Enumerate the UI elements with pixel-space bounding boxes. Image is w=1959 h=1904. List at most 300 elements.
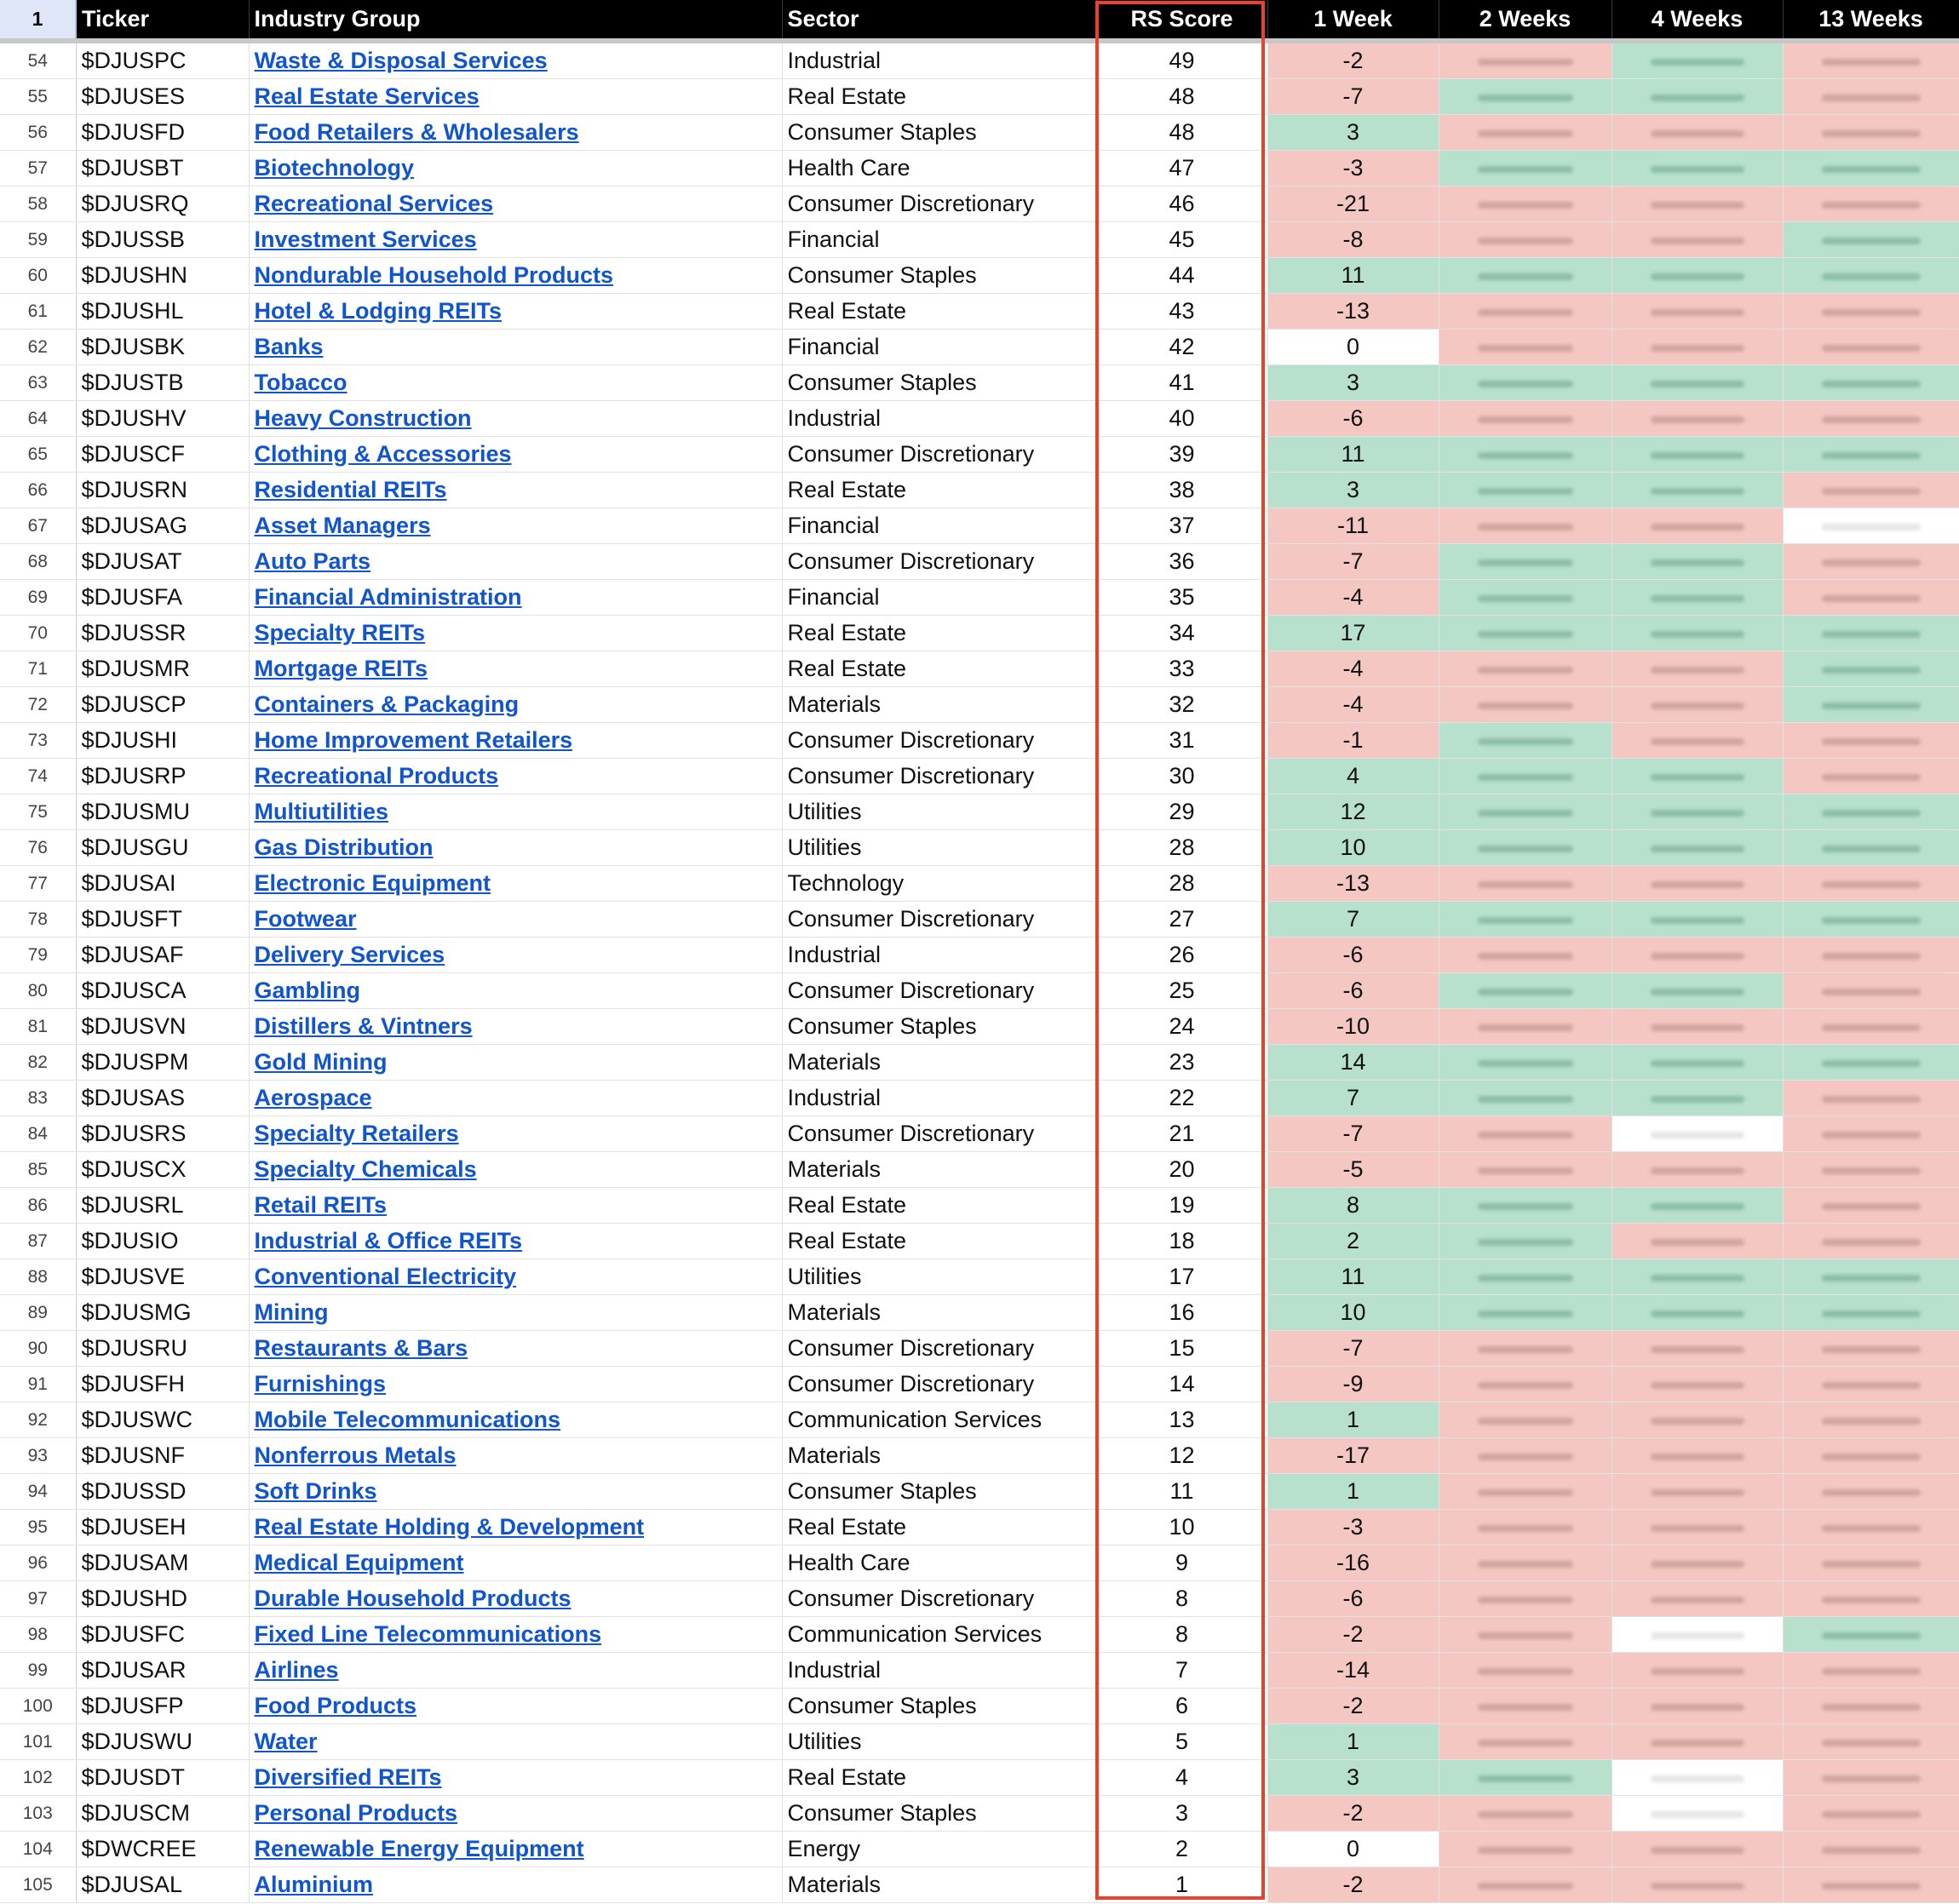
industry-group-cell[interactable] bbox=[249, 186, 782, 222]
13-weeks-change-cell-blurred[interactable] bbox=[1783, 508, 1959, 544]
1-week-change-cell[interactable]: -6 bbox=[1267, 401, 1439, 437]
rs-score-cell[interactable]: 46 bbox=[1096, 186, 1267, 222]
industry-group-cell[interactable] bbox=[249, 723, 782, 759]
1-week-change-cell[interactable]: 10 bbox=[1267, 1295, 1439, 1331]
4-weeks-change-cell-blurred[interactable] bbox=[1611, 1009, 1783, 1045]
industry-group-cell[interactable] bbox=[249, 938, 782, 973]
4-weeks-change-cell-blurred[interactable] bbox=[1611, 794, 1783, 830]
1-week-change-cell[interactable]: 3 bbox=[1267, 473, 1439, 508]
13-weeks-change-cell-blurred[interactable] bbox=[1783, 1009, 1959, 1045]
industry-group-cell[interactable] bbox=[249, 580, 782, 616]
row-number[interactable]: 86 bbox=[0, 1188, 76, 1224]
ticker-cell[interactable]: $DJUSVN bbox=[76, 1009, 249, 1045]
ticker-cell[interactable]: $DJUSGU bbox=[76, 830, 249, 866]
2-weeks-change-cell-blurred[interactable] bbox=[1439, 651, 1611, 687]
rs-score-cell[interactable]: 37 bbox=[1096, 508, 1267, 544]
rs-score-cell[interactable]: 4 bbox=[1096, 1760, 1267, 1796]
13-weeks-change-cell-blurred[interactable] bbox=[1783, 1152, 1959, 1188]
industry-group-cell[interactable] bbox=[249, 1402, 782, 1438]
2-weeks-change-cell-blurred[interactable] bbox=[1439, 1760, 1611, 1796]
row-number[interactable]: 104 bbox=[0, 1832, 76, 1867]
1-week-change-cell[interactable]: 2 bbox=[1267, 1224, 1439, 1259]
13-weeks-change-cell-blurred[interactable] bbox=[1783, 1760, 1959, 1796]
column-header-rs-score[interactable]: RS Score bbox=[1096, 0, 1267, 38]
1-week-change-cell[interactable]: -5 bbox=[1267, 1152, 1439, 1188]
13-weeks-change-cell-blurred[interactable] bbox=[1783, 186, 1959, 222]
4-weeks-change-cell-blurred[interactable] bbox=[1611, 1796, 1783, 1832]
2-weeks-change-cell-blurred[interactable] bbox=[1439, 544, 1611, 580]
4-weeks-change-cell-blurred[interactable] bbox=[1611, 151, 1783, 186]
sector-cell[interactable]: Consumer Staples bbox=[782, 1796, 1096, 1832]
ticker-cell[interactable]: $DJUSFA bbox=[76, 580, 249, 616]
ticker-cell[interactable]: $DJUSDT bbox=[76, 1760, 249, 1796]
2-weeks-change-cell-blurred[interactable] bbox=[1439, 294, 1611, 330]
4-weeks-change-cell-blurred[interactable] bbox=[1611, 1331, 1783, 1367]
industry-group-link[interactable]: Aluminium bbox=[254, 1872, 373, 1897]
industry-group-cell[interactable] bbox=[249, 43, 782, 79]
2-weeks-change-cell-blurred[interactable] bbox=[1439, 1546, 1611, 1581]
4-weeks-change-cell-blurred[interactable] bbox=[1611, 79, 1783, 115]
sector-cell[interactable]: Consumer Discretionary bbox=[782, 1581, 1096, 1617]
industry-group-link[interactable]: Hotel & Lodging REITs bbox=[254, 298, 502, 324]
industry-group-link[interactable]: Recreational Products bbox=[254, 763, 499, 789]
13-weeks-change-cell-blurred[interactable] bbox=[1783, 1796, 1959, 1832]
rs-score-cell[interactable]: 28 bbox=[1096, 866, 1267, 902]
4-weeks-change-cell-blurred[interactable] bbox=[1611, 1152, 1783, 1188]
industry-group-link[interactable]: Soft Drinks bbox=[254, 1478, 377, 1504]
sector-cell[interactable]: Consumer Staples bbox=[782, 1689, 1096, 1724]
2-weeks-change-cell-blurred[interactable] bbox=[1439, 151, 1611, 186]
13-weeks-change-cell-blurred[interactable] bbox=[1783, 1724, 1959, 1760]
rs-score-cell[interactable]: 49 bbox=[1096, 43, 1267, 79]
industry-group-cell[interactable] bbox=[249, 1116, 782, 1152]
4-weeks-change-cell-blurred[interactable] bbox=[1611, 508, 1783, 544]
row-number[interactable]: 96 bbox=[0, 1546, 76, 1581]
rs-score-cell[interactable]: 15 bbox=[1096, 1331, 1267, 1367]
row-number[interactable]: 73 bbox=[0, 723, 76, 759]
rs-score-cell[interactable]: 3 bbox=[1096, 1796, 1267, 1832]
row-number[interactable]: 92 bbox=[0, 1402, 76, 1438]
industry-group-cell[interactable] bbox=[249, 1152, 782, 1188]
column-header-ticker[interactable]: Ticker bbox=[76, 0, 249, 38]
2-weeks-change-cell-blurred[interactable] bbox=[1439, 1724, 1611, 1760]
row-number[interactable]: 74 bbox=[0, 759, 76, 794]
13-weeks-change-cell-blurred[interactable] bbox=[1783, 1510, 1959, 1546]
ticker-cell[interactable]: $DJUSAI bbox=[76, 866, 249, 902]
ticker-cell[interactable]: $DJUSAR bbox=[76, 1653, 249, 1689]
2-weeks-change-cell-blurred[interactable] bbox=[1439, 401, 1611, 437]
ticker-cell[interactable]: $DJUSMU bbox=[76, 794, 249, 830]
ticker-cell[interactable]: $DJUSRU bbox=[76, 1331, 249, 1367]
industry-group-link[interactable]: Water bbox=[254, 1729, 318, 1754]
ticker-cell[interactable]: $DJUSHN bbox=[76, 258, 249, 294]
row-number[interactable]: 78 bbox=[0, 902, 76, 938]
2-weeks-change-cell-blurred[interactable] bbox=[1439, 508, 1611, 544]
rs-score-cell[interactable]: 42 bbox=[1096, 330, 1267, 365]
industry-group-link[interactable]: Gold Mining bbox=[254, 1049, 388, 1075]
ticker-cell[interactable]: $DJUSHV bbox=[76, 401, 249, 437]
industry-group-link[interactable]: Fixed Line Telecommunications bbox=[254, 1621, 602, 1647]
ticker-cell[interactable]: $DJUSTB bbox=[76, 365, 249, 401]
industry-group-link[interactable]: Clothing & Accessories bbox=[254, 441, 512, 467]
sector-cell[interactable]: Consumer Staples bbox=[782, 1009, 1096, 1045]
row-number[interactable]: 97 bbox=[0, 1581, 76, 1617]
row-number[interactable]: 89 bbox=[0, 1295, 76, 1331]
industry-group-link[interactable]: Food Retailers & Wholesalers bbox=[254, 119, 579, 145]
sector-cell[interactable]: Utilities bbox=[782, 1724, 1096, 1760]
row-number[interactable]: 90 bbox=[0, 1331, 76, 1367]
ticker-cell[interactable]: $DJUSWU bbox=[76, 1724, 249, 1760]
1-week-change-cell[interactable]: 7 bbox=[1267, 902, 1439, 938]
industry-group-link[interactable]: Footwear bbox=[254, 906, 357, 932]
2-weeks-change-cell-blurred[interactable] bbox=[1439, 973, 1611, 1009]
ticker-cell[interactable]: $DJUSHD bbox=[76, 1581, 249, 1617]
industry-group-cell[interactable] bbox=[249, 1295, 782, 1331]
row-number[interactable]: 85 bbox=[0, 1152, 76, 1188]
industry-group-link[interactable]: Financial Administration bbox=[254, 584, 522, 610]
industry-group-link[interactable]: Electronic Equipment bbox=[254, 870, 491, 896]
2-weeks-change-cell-blurred[interactable] bbox=[1439, 1796, 1611, 1832]
industry-group-cell[interactable] bbox=[249, 79, 782, 115]
4-weeks-change-cell-blurred[interactable] bbox=[1611, 294, 1783, 330]
rs-score-cell[interactable]: 34 bbox=[1096, 616, 1267, 651]
4-weeks-change-cell-blurred[interactable] bbox=[1611, 258, 1783, 294]
ticker-cell[interactable]: $DJUSFC bbox=[76, 1617, 249, 1653]
13-weeks-change-cell-blurred[interactable] bbox=[1783, 1081, 1959, 1116]
ticker-cell[interactable]: $DJUSCX bbox=[76, 1152, 249, 1188]
rs-score-cell[interactable]: 48 bbox=[1096, 115, 1267, 151]
industry-group-link[interactable]: Real Estate Holding & Development bbox=[254, 1514, 645, 1540]
2-weeks-change-cell-blurred[interactable] bbox=[1439, 1653, 1611, 1689]
13-weeks-change-cell-blurred[interactable] bbox=[1783, 1116, 1959, 1152]
rs-score-cell[interactable]: 35 bbox=[1096, 580, 1267, 616]
2-weeks-change-cell-blurred[interactable] bbox=[1439, 1295, 1611, 1331]
4-weeks-change-cell-blurred[interactable] bbox=[1611, 973, 1783, 1009]
ticker-cell[interactable]: $DJUSAS bbox=[76, 1081, 249, 1116]
1-week-change-cell[interactable]: 11 bbox=[1267, 1259, 1439, 1295]
rs-score-cell[interactable]: 27 bbox=[1096, 902, 1267, 938]
ticker-cell[interactable]: $DJUSFD bbox=[76, 115, 249, 151]
industry-group-cell[interactable] bbox=[249, 365, 782, 401]
1-week-change-cell[interactable]: 0 bbox=[1267, 330, 1439, 365]
row-number[interactable]: 66 bbox=[0, 473, 76, 508]
industry-group-cell[interactable] bbox=[249, 1581, 782, 1617]
industry-group-link[interactable]: Distillers & Vintners bbox=[254, 1013, 473, 1039]
13-weeks-change-cell-blurred[interactable] bbox=[1783, 866, 1959, 902]
4-weeks-change-cell-blurred[interactable] bbox=[1611, 1832, 1783, 1867]
rs-score-cell[interactable]: 29 bbox=[1096, 794, 1267, 830]
4-weeks-change-cell-blurred[interactable] bbox=[1611, 1510, 1783, 1546]
industry-group-link[interactable]: Banks bbox=[254, 334, 324, 359]
sector-cell[interactable]: Materials bbox=[782, 1867, 1096, 1903]
13-weeks-change-cell-blurred[interactable] bbox=[1783, 294, 1959, 330]
13-weeks-change-cell-blurred[interactable] bbox=[1783, 1546, 1959, 1581]
ticker-cell[interactable]: $DJUSFH bbox=[76, 1367, 249, 1402]
13-weeks-change-cell-blurred[interactable] bbox=[1783, 1402, 1959, 1438]
13-weeks-change-cell-blurred[interactable] bbox=[1783, 401, 1959, 437]
row-number[interactable]: 77 bbox=[0, 866, 76, 902]
4-weeks-change-cell-blurred[interactable] bbox=[1611, 687, 1783, 723]
1-week-change-cell[interactable]: -8 bbox=[1267, 222, 1439, 258]
sector-cell[interactable]: Consumer Discretionary bbox=[782, 544, 1096, 580]
1-week-change-cell[interactable]: 1 bbox=[1267, 1402, 1439, 1438]
row-number[interactable]: 68 bbox=[0, 544, 76, 580]
sector-cell[interactable]: Financial bbox=[782, 508, 1096, 544]
sector-cell[interactable]: Health Care bbox=[782, 1546, 1096, 1581]
1-week-change-cell[interactable]: 4 bbox=[1267, 759, 1439, 794]
ticker-cell[interactable]: $DJUSBT bbox=[76, 151, 249, 186]
industry-group-cell[interactable] bbox=[249, 1331, 782, 1367]
1-week-change-cell[interactable]: 11 bbox=[1267, 437, 1439, 473]
row-number[interactable]: 61 bbox=[0, 294, 76, 330]
1-week-change-cell[interactable]: -2 bbox=[1267, 1867, 1439, 1903]
4-weeks-change-cell-blurred[interactable] bbox=[1611, 365, 1783, 401]
ticker-cell[interactable]: $DJUSMR bbox=[76, 651, 249, 687]
1-week-change-cell[interactable]: -6 bbox=[1267, 973, 1439, 1009]
2-weeks-change-cell-blurred[interactable] bbox=[1439, 1867, 1611, 1903]
industry-group-cell[interactable] bbox=[249, 866, 782, 902]
13-weeks-change-cell-blurred[interactable] bbox=[1783, 365, 1959, 401]
ticker-cell[interactable]: $DJUSIO bbox=[76, 1224, 249, 1259]
row-number[interactable]: 98 bbox=[0, 1617, 76, 1653]
industry-group-link[interactable]: Nondurable Household Products bbox=[254, 262, 614, 288]
industry-group-link[interactable]: Mobile Telecommunications bbox=[254, 1407, 561, 1432]
ticker-cell[interactable]: $DJUSHL bbox=[76, 294, 249, 330]
row-number[interactable]: 67 bbox=[0, 508, 76, 544]
1-week-change-cell[interactable]: -13 bbox=[1267, 294, 1439, 330]
ticker-cell[interactable]: $DJUSRN bbox=[76, 473, 249, 508]
1-week-change-cell[interactable]: 3 bbox=[1267, 365, 1439, 401]
2-weeks-change-cell-blurred[interactable] bbox=[1439, 1510, 1611, 1546]
industry-group-cell[interactable] bbox=[249, 1510, 782, 1546]
2-weeks-change-cell-blurred[interactable] bbox=[1439, 1081, 1611, 1116]
1-week-change-cell[interactable]: -4 bbox=[1267, 580, 1439, 616]
rs-score-cell[interactable]: 1 bbox=[1096, 1867, 1267, 1903]
row-number[interactable]: 91 bbox=[0, 1367, 76, 1402]
row-number[interactable]: 94 bbox=[0, 1474, 76, 1510]
2-weeks-change-cell-blurred[interactable] bbox=[1439, 1188, 1611, 1224]
1-week-change-cell[interactable]: -4 bbox=[1267, 651, 1439, 687]
sector-cell[interactable]: Consumer Staples bbox=[782, 365, 1096, 401]
industry-group-link[interactable]: Residential REITs bbox=[254, 477, 447, 502]
sector-cell[interactable]: Materials bbox=[782, 1045, 1096, 1081]
2-weeks-change-cell-blurred[interactable] bbox=[1439, 759, 1611, 794]
13-weeks-change-cell-blurred[interactable] bbox=[1783, 115, 1959, 151]
sector-cell[interactable]: Real Estate bbox=[782, 616, 1096, 651]
row-number[interactable]: 79 bbox=[0, 938, 76, 973]
rs-score-cell[interactable]: 8 bbox=[1096, 1581, 1267, 1617]
industry-group-cell[interactable] bbox=[249, 1081, 782, 1116]
row-number[interactable]: 100 bbox=[0, 1689, 76, 1724]
row-number[interactable]: 87 bbox=[0, 1224, 76, 1259]
industry-group-link[interactable]: Real Estate Services bbox=[254, 83, 480, 109]
1-week-change-cell[interactable]: 10 bbox=[1267, 830, 1439, 866]
2-weeks-change-cell-blurred[interactable] bbox=[1439, 1689, 1611, 1724]
industry-group-link[interactable]: Personal Products bbox=[254, 1800, 458, 1826]
2-weeks-change-cell-blurred[interactable] bbox=[1439, 687, 1611, 723]
1-week-change-cell[interactable]: 3 bbox=[1267, 115, 1439, 151]
sector-cell[interactable]: Consumer Discretionary bbox=[782, 759, 1096, 794]
ticker-cell[interactable]: $DJUSWC bbox=[76, 1402, 249, 1438]
rs-score-cell[interactable]: 23 bbox=[1096, 1045, 1267, 1081]
industry-group-cell[interactable] bbox=[249, 508, 782, 544]
row-number[interactable]: 62 bbox=[0, 330, 76, 365]
industry-group-link[interactable]: Furnishings bbox=[254, 1371, 386, 1396]
industry-group-link[interactable]: Airlines bbox=[254, 1657, 339, 1683]
ticker-cell[interactable]: $DJUSCP bbox=[76, 687, 249, 723]
13-weeks-change-cell-blurred[interactable] bbox=[1783, 651, 1959, 687]
13-weeks-change-cell-blurred[interactable] bbox=[1783, 1867, 1959, 1903]
4-weeks-change-cell-blurred[interactable] bbox=[1611, 1867, 1783, 1903]
ticker-cell[interactable]: $DWCREE bbox=[76, 1832, 249, 1867]
rs-score-cell[interactable]: 18 bbox=[1096, 1224, 1267, 1259]
2-weeks-change-cell-blurred[interactable] bbox=[1439, 723, 1611, 759]
row-number[interactable]: 71 bbox=[0, 651, 76, 687]
ticker-cell[interactable]: $DJUSPC bbox=[76, 43, 249, 79]
1-week-change-cell[interactable]: -10 bbox=[1267, 1009, 1439, 1045]
ticker-cell[interactable]: $DJUSSD bbox=[76, 1474, 249, 1510]
sector-cell[interactable]: Technology bbox=[782, 866, 1096, 902]
1-week-change-cell[interactable]: -17 bbox=[1267, 1438, 1439, 1474]
4-weeks-change-cell-blurred[interactable] bbox=[1611, 1724, 1783, 1760]
rs-score-cell[interactable]: 45 bbox=[1096, 222, 1267, 258]
rs-score-cell[interactable]: 33 bbox=[1096, 651, 1267, 687]
sector-cell[interactable]: Consumer Discretionary bbox=[782, 1367, 1096, 1402]
13-weeks-change-cell-blurred[interactable] bbox=[1783, 687, 1959, 723]
industry-group-link[interactable]: Specialty Retailers bbox=[254, 1121, 459, 1146]
2-weeks-change-cell-blurred[interactable] bbox=[1439, 1617, 1611, 1653]
rs-score-cell[interactable]: 9 bbox=[1096, 1546, 1267, 1581]
industry-group-link[interactable]: Renewable Energy Equipment bbox=[254, 1836, 584, 1861]
row-number[interactable]: 88 bbox=[0, 1259, 76, 1295]
1-week-change-cell[interactable]: -7 bbox=[1267, 544, 1439, 580]
2-weeks-change-cell-blurred[interactable] bbox=[1439, 1331, 1611, 1367]
industry-group-cell[interactable] bbox=[249, 1832, 782, 1867]
13-weeks-change-cell-blurred[interactable] bbox=[1783, 1259, 1959, 1295]
sector-cell[interactable]: Consumer Staples bbox=[782, 258, 1096, 294]
2-weeks-change-cell-blurred[interactable] bbox=[1439, 1116, 1611, 1152]
industry-group-cell[interactable] bbox=[249, 1009, 782, 1045]
sector-cell[interactable]: Utilities bbox=[782, 794, 1096, 830]
row-number[interactable]: 72 bbox=[0, 687, 76, 723]
13-weeks-change-cell-blurred[interactable] bbox=[1783, 1653, 1959, 1689]
sector-cell[interactable]: Real Estate bbox=[782, 473, 1096, 508]
sector-cell[interactable]: Utilities bbox=[782, 830, 1096, 866]
4-weeks-change-cell-blurred[interactable] bbox=[1611, 437, 1783, 473]
ticker-cell[interactable]: $DJUSRP bbox=[76, 759, 249, 794]
row-number[interactable]: 76 bbox=[0, 830, 76, 866]
column-header-sector[interactable]: Sector bbox=[782, 0, 1096, 38]
2-weeks-change-cell-blurred[interactable] bbox=[1439, 1581, 1611, 1617]
4-weeks-change-cell-blurred[interactable] bbox=[1611, 43, 1783, 79]
industry-group-cell[interactable] bbox=[249, 437, 782, 473]
2-weeks-change-cell-blurred[interactable] bbox=[1439, 1259, 1611, 1295]
industry-group-cell[interactable] bbox=[249, 902, 782, 938]
13-weeks-change-cell-blurred[interactable] bbox=[1783, 222, 1959, 258]
13-weeks-change-cell-blurred[interactable] bbox=[1783, 43, 1959, 79]
industry-group-cell[interactable] bbox=[249, 1689, 782, 1724]
2-weeks-change-cell-blurred[interactable] bbox=[1439, 1438, 1611, 1474]
rs-score-cell[interactable]: 32 bbox=[1096, 687, 1267, 723]
column-header-4-weeks[interactable]: 4 Weeks bbox=[1611, 0, 1783, 38]
sector-cell[interactable]: Consumer Staples bbox=[782, 1474, 1096, 1510]
13-weeks-change-cell-blurred[interactable] bbox=[1783, 723, 1959, 759]
industry-group-link[interactable]: Aerospace bbox=[254, 1085, 372, 1110]
2-weeks-change-cell-blurred[interactable] bbox=[1439, 580, 1611, 616]
2-weeks-change-cell-blurred[interactable] bbox=[1439, 1367, 1611, 1402]
rs-score-cell[interactable]: 36 bbox=[1096, 544, 1267, 580]
industry-group-cell[interactable] bbox=[249, 115, 782, 151]
row-number[interactable]: 69 bbox=[0, 580, 76, 616]
row-number[interactable]: 103 bbox=[0, 1796, 76, 1832]
ticker-cell[interactable]: $DJUSRL bbox=[76, 1188, 249, 1224]
2-weeks-change-cell-blurred[interactable] bbox=[1439, 902, 1611, 938]
sector-cell[interactable]: Utilities bbox=[782, 1259, 1096, 1295]
13-weeks-change-cell-blurred[interactable] bbox=[1783, 1224, 1959, 1259]
industry-group-cell[interactable] bbox=[249, 151, 782, 186]
row-number[interactable]: 81 bbox=[0, 1009, 76, 1045]
rs-score-cell[interactable]: 12 bbox=[1096, 1438, 1267, 1474]
rs-score-cell[interactable]: 40 bbox=[1096, 401, 1267, 437]
2-weeks-change-cell-blurred[interactable] bbox=[1439, 222, 1611, 258]
rs-score-cell[interactable]: 28 bbox=[1096, 830, 1267, 866]
industry-group-link[interactable]: Mining bbox=[254, 1299, 329, 1325]
1-week-change-cell[interactable]: 3 bbox=[1267, 1760, 1439, 1796]
4-weeks-change-cell-blurred[interactable] bbox=[1611, 1259, 1783, 1295]
sector-cell[interactable]: Materials bbox=[782, 687, 1096, 723]
sector-cell[interactable]: Real Estate bbox=[782, 1224, 1096, 1259]
1-week-change-cell[interactable]: -16 bbox=[1267, 1546, 1439, 1581]
ticker-cell[interactable]: $DJUSRS bbox=[76, 1116, 249, 1152]
4-weeks-change-cell-blurred[interactable] bbox=[1611, 580, 1783, 616]
2-weeks-change-cell-blurred[interactable] bbox=[1439, 186, 1611, 222]
industry-group-cell[interactable] bbox=[249, 1045, 782, 1081]
2-weeks-change-cell-blurred[interactable] bbox=[1439, 794, 1611, 830]
row-number[interactable]: 58 bbox=[0, 186, 76, 222]
sector-cell[interactable]: Financial bbox=[782, 330, 1096, 365]
rs-score-cell[interactable]: 19 bbox=[1096, 1188, 1267, 1224]
2-weeks-change-cell-blurred[interactable] bbox=[1439, 938, 1611, 973]
sector-cell[interactable]: Consumer Discretionary bbox=[782, 902, 1096, 938]
1-week-change-cell[interactable]: -11 bbox=[1267, 508, 1439, 544]
rs-score-cell[interactable]: 20 bbox=[1096, 1152, 1267, 1188]
ticker-cell[interactable]: $DJUSFP bbox=[76, 1689, 249, 1724]
sector-cell[interactable]: Industrial bbox=[782, 401, 1096, 437]
4-weeks-change-cell-blurred[interactable] bbox=[1611, 1760, 1783, 1796]
industry-group-cell[interactable] bbox=[249, 616, 782, 651]
column-header-industry-group[interactable]: Industry Group bbox=[249, 0, 782, 38]
industry-group-cell[interactable] bbox=[249, 294, 782, 330]
industry-group-cell[interactable] bbox=[249, 1617, 782, 1653]
4-weeks-change-cell-blurred[interactable] bbox=[1611, 1546, 1783, 1581]
industry-group-cell[interactable] bbox=[249, 222, 782, 258]
rs-score-cell[interactable]: 11 bbox=[1096, 1474, 1267, 1510]
1-week-change-cell[interactable]: -2 bbox=[1267, 43, 1439, 79]
4-weeks-change-cell-blurred[interactable] bbox=[1611, 938, 1783, 973]
industry-group-link[interactable]: Asset Managers bbox=[254, 513, 431, 538]
ticker-cell[interactable]: $DJUSAG bbox=[76, 508, 249, 544]
13-weeks-change-cell-blurred[interactable] bbox=[1783, 830, 1959, 866]
1-week-change-cell[interactable]: -6 bbox=[1267, 1581, 1439, 1617]
industry-group-cell[interactable] bbox=[249, 1188, 782, 1224]
rs-score-cell[interactable]: 30 bbox=[1096, 759, 1267, 794]
13-weeks-change-cell-blurred[interactable] bbox=[1783, 437, 1959, 473]
row-number[interactable]: 60 bbox=[0, 258, 76, 294]
13-weeks-change-cell-blurred[interactable] bbox=[1783, 902, 1959, 938]
2-weeks-change-cell-blurred[interactable] bbox=[1439, 43, 1611, 79]
4-weeks-change-cell-blurred[interactable] bbox=[1611, 651, 1783, 687]
ticker-cell[interactable]: $DJUSRQ bbox=[76, 186, 249, 222]
